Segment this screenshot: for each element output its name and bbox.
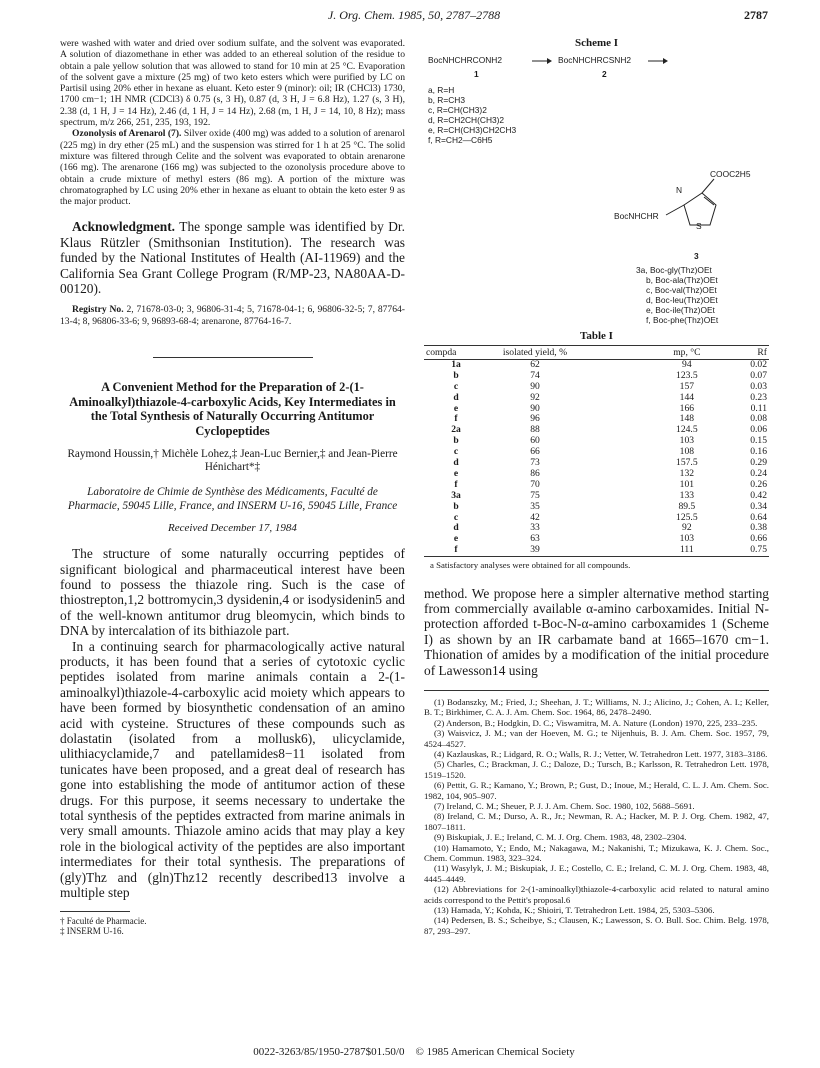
thiazole-nitrogen: N (676, 185, 683, 196)
table-cell: 0.42 (750, 489, 767, 501)
table-cell: 157.5 (676, 457, 698, 469)
table-cell: 148 (679, 413, 695, 425)
table-row (424, 436, 769, 447)
table-cell: 0.26 (750, 478, 767, 490)
table-row (424, 534, 769, 545)
table-cell: 124.5 (676, 424, 698, 436)
table-cell: f (424, 545, 488, 556)
reference-item: (12) Abbreviations for 2-(1-aminoalkyl)thiazole-4-carboxylic acid related to natural amino acids correspond to the Pettit's proposal.6 (424, 884, 769, 905)
data-table (424, 345, 769, 558)
table-cell: 144 (679, 391, 695, 403)
table-cell: 123.5 (676, 369, 698, 381)
table-cell: c (453, 446, 459, 458)
reference-item: (4) Kazlauskas, R.; Lidgard, R. O.; Walls, R. J.; Vetter, W. Tetrahedron Lett. 1977, 3183–3186. (434, 748, 768, 759)
scheme-title: Scheme I (574, 37, 619, 49)
table-cell: 103 (679, 533, 695, 545)
table-cell: e (453, 533, 459, 545)
reference-item: (6) Pettit, G. R.; Kamano, Y.; Brown, P.; Gust, D.; Inoue, M.; Herald, C. L. J. Am. Chem. Soc. 1982, 104, 905–907. (424, 780, 769, 801)
table-cell: 132 (679, 467, 695, 479)
table-cell: 92 (682, 522, 692, 534)
page-number: 2787 (744, 8, 768, 22)
table-header-row (424, 345, 769, 359)
reference-item: (1) Bodanszky, M.; Fried, J.; Sheehan, J. T.; Williams, N. J.; Alicino, J.; Cohen, A. I.; Keller, B. T.; Birkhimer, C. A. J. Am. Chem. Soc. 1964, 86, 2478–2490. (424, 696, 769, 718)
table-cell: 42 (530, 511, 540, 523)
table-cell: c (453, 380, 459, 392)
table-cell: 90 (530, 380, 540, 392)
table-row (424, 425, 769, 436)
table-cell: 0.06 (750, 424, 767, 436)
table-row (424, 359, 769, 370)
r-group-a: a, R=H (428, 85, 455, 96)
section-divider (153, 357, 313, 358)
table-cell: 0.07 (750, 369, 767, 381)
table-cell: d (453, 522, 459, 534)
table-row (424, 404, 769, 415)
copyright: © 1985 American Chemical Society (415, 1046, 575, 1058)
table-cell: d (453, 391, 459, 403)
table-row (424, 469, 769, 480)
table-footnote: a Satisfactory analyses were obtained for all compounds. (430, 560, 631, 571)
page-header (60, 8, 768, 26)
ack-text: The sponge sample was identified by Dr. Klaus Rützler (Smithsonian Institution). The research was funded by the National Institutes of Health (AI-11969) and the California Sea Grant College Program (R/MP-23, NA80AA-D-00120). (60, 219, 406, 297)
table-cell: 133 (679, 489, 695, 501)
authors: Raymond Houssin,† Michèle Lohez,‡ Jean-Luc Bernier,‡ and Jean-Pierre Hénichart*‡ (67, 448, 398, 474)
table-cell: 0.23 (750, 391, 767, 403)
table-cell: 0.02 (750, 358, 767, 370)
table-row (424, 371, 769, 382)
table-cell: 74 (530, 369, 540, 381)
left-column (60, 38, 405, 937)
compound-label-3: 3 (694, 251, 699, 262)
table-cell: 3a (451, 489, 461, 501)
table-cell: 2a (451, 424, 461, 436)
compound-3d: d, Boc-leu(Thz)OEt (646, 295, 718, 306)
table-row (424, 447, 769, 458)
ozonolysis-text: Silver oxide (400 mg) was added to a solution of arenarol (225 mg) in dry ether (25 mL) and the suspension was stirred for 1 h at 25 °C. The solid mixture was filtered through Celite and the solvent was evaporated to obtain arenarone (166 mg). The arenarone (166 mg) was subjected to the ozonolysis procedure above to obtain a crude mixture of methyl esters (86 mg). A portion of the mixture was chromatographed by LC using 20% ether in hexane as eluant to obtain the keto ester 9 as the major product. (60, 128, 405, 208)
thiazole-left-group: BocNHCHR (614, 211, 659, 222)
table-cell: 62 (530, 358, 540, 370)
reaction-arrow-1 (532, 58, 552, 64)
r-group-f: f, R=CH2—C6H5 (428, 135, 493, 146)
r-group-c: c, R=CH(CH3)2 (428, 105, 487, 116)
reference-item: (11) Wasylyk, J. M.; Biskupiak, J. E.; Costello, C. E.; Ireland, C. M. J. Org. Chem. 1983, 48, 4445–4449. (424, 863, 769, 884)
table-cell: 90 (530, 402, 540, 414)
scheme-product: BocNHCHRCSNH2 (558, 55, 632, 66)
scheme-reactant: BocNHCHRCONH2 (428, 55, 502, 66)
table-cell: 75 (530, 489, 540, 501)
table-cell: 0.66 (750, 533, 767, 545)
reference-item: (8) Ireland, C. M.; Durso, A. R., Jr.; Newman, R. A.; Hacker, M. P. J. Org. Chem. 1982, 47, 1807–1811. (424, 811, 769, 832)
table-cell: e (453, 467, 459, 479)
col-header-compd: compda (424, 345, 488, 359)
table-cell: 39 (488, 545, 582, 556)
table-cell: 111 (582, 545, 734, 556)
table-row (424, 523, 769, 534)
table-cell: 0.29 (750, 457, 767, 469)
registry-paragraph (60, 304, 405, 327)
table-cell: 108 (679, 446, 695, 458)
table-row (424, 545, 769, 556)
scheme-diagram (424, 55, 769, 326)
table-cell: 0.08 (750, 413, 767, 425)
table-cell: 0.24 (750, 467, 767, 479)
reference-item: (2) Anderson, B.; Hodgkin, D. C.; Viswamitra, M. A. Nature (London) 1970, 225, 233–235. (434, 717, 758, 728)
journal-code: 0022-3263/85/1950-2787$01.50/0 (253, 1046, 405, 1058)
table-cell: 66 (530, 446, 540, 458)
ozonolysis-paragraph (60, 128, 405, 207)
table-cell: b (453, 435, 459, 447)
table-cell: 63 (530, 533, 540, 545)
body-paragraph-1: The structure of some naturally occurring peptides of significant biological and pharmaceutical interest have been found to possess the thiazole ring. Such is the case of thiostrepton,1,2 bottromycin,3 dysidenin,4 or isodysidenin5 and of the well-known antitumor drug bleomycin, which binds to DNA by intercalation of its bithiazole part. (60, 546, 405, 639)
table-cell: 0.75 (734, 545, 769, 556)
table-cell: 86 (530, 467, 540, 479)
table-cell: 0.16 (750, 446, 767, 458)
table-cell: 101 (679, 478, 695, 490)
table-row (424, 502, 769, 513)
table-cell: 1a (451, 358, 461, 370)
table-cell: 92 (530, 391, 540, 403)
table-cell: c (453, 511, 459, 523)
table-row (424, 393, 769, 404)
table-cell: 0.34 (750, 500, 767, 512)
reaction-arrow-2 (648, 58, 668, 64)
table-row (424, 414, 769, 425)
compound-3e: e, Boc-ile(Thz)OEt (646, 305, 715, 316)
table-cell: 0.38 (750, 522, 767, 534)
table-cell: 96 (530, 413, 540, 425)
article-title: A Convenient Method for the Preparation of 2-(1-Aminoalkyl)thiazole-4-carboxylic Acids, Key Intermediates in the Total Synthesis of Naturally Occurring Antitumor Cyclopeptides (69, 380, 396, 438)
r-group-b: b, R=CH3 (428, 95, 466, 106)
right-column (424, 38, 769, 936)
acknowledgment-paragraph (60, 219, 405, 296)
table-cell: d (453, 457, 459, 469)
table-cell: 166 (679, 402, 695, 414)
r-group-e: e, R=CH(CH3)CH2CH3 (428, 125, 517, 136)
compound-3f: f, Boc-phe(Thz)OEt (646, 315, 719, 326)
footnote-divider (60, 911, 130, 912)
compound-3b: b, Boc-ala(Thz)OEt (646, 275, 718, 286)
table-row (424, 458, 769, 469)
experimental-paragraph: were washed with water and dried over sodium sulfate, and the solvent was evaporated. A solution of diazomethane in ether was added to an ethereal solution of the residue to obtain a pale yellow solution that was allowed to stand for 10 min at 25 °C. Evaporation of the solvent gave a mixture (25 mg) of two keto esters which were purified by LC on Partisil using 20% ether in hexane as eluant. Keto ester 9 (minor): oil; IR (CHCl3) 1730, 1700 cm−1; 1H NMR (CDCl3) δ 0.75 (s, 3 H), 0.87 (d, 3 H, J = 6.8 Hz), 1.27 (s, 3 H), 2.38 (d, 1 H, J = 14 Hz), 2.46 (d, 1 H, J = 14 Hz), 2.68 (m, 1 H, J = 14, 10, 8 Hz); mass spectrum, m/z 266, 251, 235, 193, 192. (60, 38, 405, 129)
ester-substituent: COOC2H5 (710, 169, 751, 180)
reference-item: (10) Hamamoto, Y.; Endo, M.; Nakagawa, M.; Nakanishi, T.; Mizukawa, K. J. Chem. Soc., Chem. Commun. 1983, 323–324. (424, 842, 769, 864)
reference-item: (3) Waisvicz, J. M.; van der Hoeven, M. G.; te Nijenhuis, B. J. Am. Chem. Soc. 1957, 79, 4524–4527. (424, 728, 769, 749)
table-cell: f (454, 478, 458, 490)
thiazole-ring (662, 171, 722, 241)
affiliation: Laboratoire de Chimie de Synthèse des Médicaments, Faculté de Pharmacie, 59045 Lille, France, and INSERM U-16, 59045 Lille, France (67, 486, 398, 512)
reference-item: (9) Biskupiak, J. E.; Ireland, C. M. J. Org. Chem. 1983, 48, 2302–2304. (434, 832, 687, 843)
registry-heading: Registry No. (72, 304, 124, 316)
ozonolysis-heading: Ozonolysis of Arenarol (7). (72, 128, 182, 140)
journal-citation: J. Org. Chem. 1985, 50, 2787–2788 (327, 8, 501, 22)
footnote-1: † Faculté de Pharmacie. (60, 915, 147, 926)
table-cell: 0.11 (750, 402, 767, 414)
col-header-yield: isolated yield, % (488, 345, 582, 359)
table-cell: f (454, 413, 458, 425)
table-cell: 89.5 (678, 500, 696, 512)
table-row (424, 491, 769, 502)
table-cell: 33 (530, 522, 540, 534)
footnote-2: ‡ INSERM U-16. (60, 926, 124, 936)
table-cell: 35 (530, 500, 540, 512)
table-cell: 125.5 (676, 511, 698, 523)
table-cell: 60 (530, 435, 540, 447)
method-paragraph: method. We propose here a simpler alternative method starting from commercially available α-amino carboxamides. Initial N-protection afforded t-Boc-N-α-amino carboxamides 1 (Scheme I) as shown by an IR carbamate band at 1665–1670 cm−1. Thionation of amides by a modification of the initial procedure of Lawesson14 using (424, 585, 769, 678)
table-cell: e (453, 402, 459, 414)
table-cell: 103 (679, 435, 695, 447)
table-cell: 0.64 (750, 511, 767, 523)
r-group-d: d, R=CH2CH(CH3)2 (428, 115, 505, 126)
table-cell: b (453, 500, 459, 512)
table-cell: 88 (530, 424, 540, 436)
reference-item: (5) Charles, C.; Brackman, J. C.; Daloze, D.; Tursch, B.; Karlsson, R. Tetrahedron Lett. 1978, 1519–1520. (424, 759, 769, 780)
compound-label-1: 1 (474, 69, 479, 80)
table-cell: 0.15 (750, 435, 767, 447)
col-header-rf: Rf (734, 345, 769, 359)
registry-text: 2, 71678-03-0; 3, 96806-31-4; 5, 71678-04-1; 6, 96806-32-5; 7, 87764-13-4; 8, 96806-33-6; 9, 96893-68-4; arenarone, 87764-16-7. (60, 304, 405, 327)
page-footer (60, 1046, 768, 1058)
compound-label-2: 2 (602, 69, 607, 80)
table-cell: 94 (682, 358, 692, 370)
table-cell: 157 (679, 380, 695, 392)
reference-list (424, 690, 769, 936)
table-cell: 73 (530, 457, 540, 469)
compound-3c: c, Boc-val(Thz)OEt (646, 285, 717, 296)
reference-item: (7) Ireland, C. M.; Sheuer, P. J. J. Am. Chem. Soc. 1980, 102, 5688–5691. (434, 801, 695, 811)
compound-3a: 3a, Boc-gly(Thz)OEt (636, 265, 712, 276)
table-title: Table I (580, 330, 613, 343)
col-header-mp: mp, °C (582, 345, 734, 359)
table-cell: b (453, 369, 459, 381)
table-cell: 0.03 (750, 380, 767, 392)
ack-heading: Acknowledgment. (72, 219, 176, 235)
table-row (424, 382, 769, 393)
body-paragraph-2: In a continuing search for pharmacologically active natural products, it has been found that a series of cytotoxic cyclic peptides isolated from marine animals contain a 2-(1-aminoalkyl)thiazole-4-carboxylic acid moiety which appears to have been formed by biosynthetic condensation of an amino acid with cysteine. Structures of these compounds such as dolastatin (isolated from a mollusk6), ulicyclamide, ulithiacyclamide,7 and patellamides8−11 isolated from tunicates have been proposed, and a great deal of research has gone into establishing the mode of antitumor action of these drugs. For this purpose, it seems necessary to undertake the total synthesis of the peptides extracted from marine animals in very small amounts. Thiazole amino acids that may play a key role in the biological activity of the peptides are also important intermediates for their total synthesis. The preparations of (gly)Thz and (gln)Thz12 recently described13 involve a multiple step (60, 638, 405, 901)
reference-item: (14) Pedersen, B. S.; Scheibye, S.; Clausen, K.; Lawesson, S. O. Bull. Soc. Chim. Belg. 1978, 87, 293–297. (424, 915, 769, 936)
reference-item: (13) Hamada, Y.; Kohda, K.; Shioiri, T. Tetrahedron Lett. 1984, 25, 5303–5306. (434, 905, 715, 916)
table-cell: 70 (530, 478, 540, 490)
table-row (424, 513, 769, 524)
received-date: Received December 17, 1984 (168, 521, 297, 534)
thiazole-sulfur: S (696, 221, 702, 232)
table-row (424, 480, 769, 491)
